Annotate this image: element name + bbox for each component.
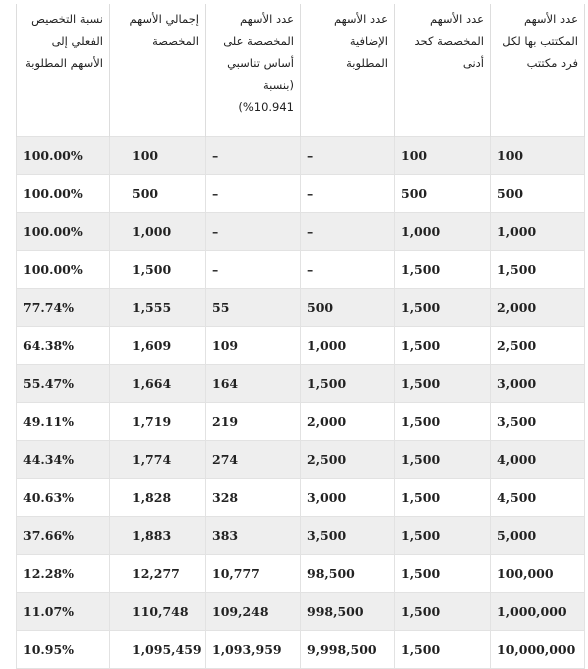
cell-subscribed: 3,000 [491, 365, 585, 403]
cell-additional: 500 [301, 289, 395, 327]
cell-additional: 9,998,500 [301, 631, 395, 669]
table-row [17, 251, 585, 289]
cell-minimum: 1,500 [395, 403, 491, 441]
cell-ratio: 12.28% [17, 555, 110, 593]
table-row [17, 441, 585, 479]
cell-total: 1,000 [110, 213, 206, 251]
table-header [17, 4, 585, 137]
cell-subscribed: 4,500 [491, 479, 585, 517]
cell-ratio: 11.07% [17, 593, 110, 631]
cell-total: 1,828 [110, 479, 206, 517]
table-row [17, 213, 585, 251]
cell-minimum: 1,500 [395, 479, 491, 517]
cell-additional: 3,000 [301, 479, 395, 517]
cell-minimum: 1,500 [395, 517, 491, 555]
cell-total: 1,774 [110, 441, 206, 479]
cell-pro-rata: 219 [206, 403, 301, 441]
cell-pro-rata: 383 [206, 517, 301, 555]
cell-subscribed: 3,500 [491, 403, 585, 441]
cell-ratio: 10.95% [17, 631, 110, 669]
header-additional-requested: عدد الأسهم الإضافية المطلوبة [301, 4, 395, 137]
table-row [17, 479, 585, 517]
cell-ratio: 77.74% [17, 289, 110, 327]
cell-additional: 2,500 [301, 441, 395, 479]
cell-ratio: 100.00% [17, 175, 110, 213]
cell-additional: – [301, 137, 395, 175]
cell-ratio: 100.00% [17, 251, 110, 289]
cell-total: 110,748 [110, 593, 206, 631]
cell-additional: – [301, 213, 395, 251]
cell-ratio: 100.00% [17, 213, 110, 251]
cell-pro-rata: – [206, 213, 301, 251]
table-row [17, 365, 585, 403]
cell-ratio: 64.38% [17, 327, 110, 365]
cell-pro-rata: – [206, 251, 301, 289]
header-subscribed-shares: عدد الأسهم المكتتب بها لكل فرد مكتتب [491, 4, 585, 137]
cell-total: 1,555 [110, 289, 206, 327]
cell-total: 1,664 [110, 365, 206, 403]
cell-pro-rata: 55 [206, 289, 301, 327]
table-row [17, 403, 585, 441]
header-row [17, 4, 585, 137]
cell-total: 1,095,459 [110, 631, 206, 669]
cell-pro-rata: 328 [206, 479, 301, 517]
cell-pro-rata: 274 [206, 441, 301, 479]
table-row [17, 555, 585, 593]
cell-pro-rata: 10,777 [206, 555, 301, 593]
table-body [17, 137, 585, 669]
cell-minimum: 500 [395, 175, 491, 213]
cell-pro-rata: 1,093,959 [206, 631, 301, 669]
cell-subscribed: 10,000,000 [491, 631, 585, 669]
cell-ratio: 37.66% [17, 517, 110, 555]
cell-minimum: 1,500 [395, 593, 491, 631]
cell-ratio: 40.63% [17, 479, 110, 517]
cell-subscribed: 4,000 [491, 441, 585, 479]
cell-subscribed: 2,500 [491, 327, 585, 365]
cell-subscribed: 5,000 [491, 517, 585, 555]
cell-total: 500 [110, 175, 206, 213]
cell-total: 1,719 [110, 403, 206, 441]
cell-total: 1,500 [110, 251, 206, 289]
cell-subscribed: 100,000 [491, 555, 585, 593]
table-row [17, 327, 585, 365]
cell-minimum: 1,500 [395, 555, 491, 593]
cell-additional: 1,500 [301, 365, 395, 403]
cell-subscribed: 100 [491, 137, 585, 175]
cell-additional: – [301, 251, 395, 289]
cell-additional: 3,500 [301, 517, 395, 555]
table-row [17, 593, 585, 631]
cell-subscribed: 500 [491, 175, 585, 213]
cell-ratio: 44.34% [17, 441, 110, 479]
cell-minimum: 1,500 [395, 631, 491, 669]
cell-total: 1,883 [110, 517, 206, 555]
header-minimum-allocated: عدد الأسهم المخصصة كحد أدنى [395, 4, 491, 137]
table-row [17, 289, 585, 327]
table-row [17, 631, 585, 669]
cell-minimum: 1,500 [395, 289, 491, 327]
cell-additional: 998,500 [301, 593, 395, 631]
cell-minimum: 1,000 [395, 213, 491, 251]
cell-additional: 2,000 [301, 403, 395, 441]
header-total-allocated: إجمالي الأسهم المخصصة [110, 4, 206, 137]
cell-pro-rata: – [206, 175, 301, 213]
allocation-table [16, 4, 585, 669]
cell-subscribed: 1,000 [491, 213, 585, 251]
cell-subscribed: 1,500 [491, 251, 585, 289]
cell-total: 1,609 [110, 327, 206, 365]
cell-ratio: 100.00% [17, 137, 110, 175]
table-row [17, 517, 585, 555]
cell-ratio: 49.11% [17, 403, 110, 441]
cell-minimum: 1,500 [395, 251, 491, 289]
header-allocation-ratio: نسبة التخصيص الفعلي إلى الأسهم المطلوبة [17, 4, 110, 137]
cell-subscribed: 2,000 [491, 289, 585, 327]
cell-pro-rata: 109,248 [206, 593, 301, 631]
table-row [17, 175, 585, 213]
cell-minimum: 100 [395, 137, 491, 175]
cell-additional: – [301, 175, 395, 213]
cell-pro-rata: – [206, 137, 301, 175]
cell-subscribed: 1,000,000 [491, 593, 585, 631]
cell-total: 12,277 [110, 555, 206, 593]
cell-pro-rata: 164 [206, 365, 301, 403]
cell-minimum: 1,500 [395, 327, 491, 365]
cell-total: 100 [110, 137, 206, 175]
cell-ratio: 55.47% [17, 365, 110, 403]
cell-pro-rata: 109 [206, 327, 301, 365]
cell-additional: 98,500 [301, 555, 395, 593]
table-row [17, 137, 585, 175]
cell-additional: 1,000 [301, 327, 395, 365]
header-pro-rata-allocated: عدد الأسهم المخصصة على أساس تناسبي (بنسبة 10.941%) [206, 4, 301, 137]
cell-minimum: 1,500 [395, 441, 491, 479]
cell-minimum: 1,500 [395, 365, 491, 403]
